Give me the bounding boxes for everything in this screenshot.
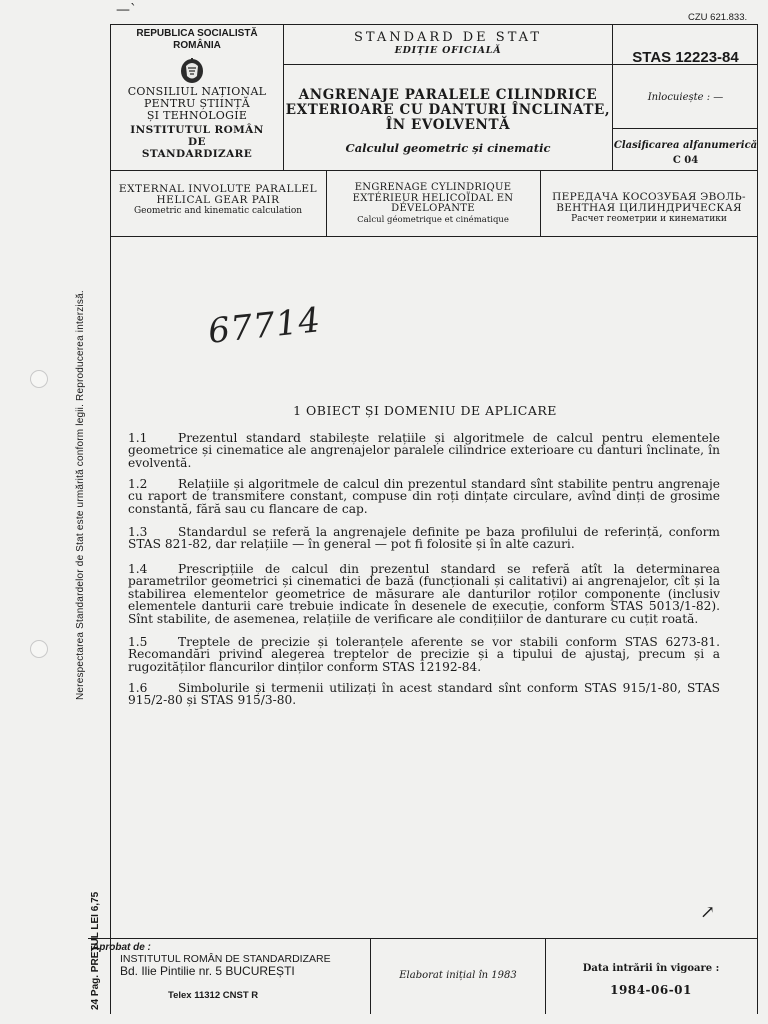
side-price: 24 Pag. PREȚUL LEI 6,75 xyxy=(90,891,101,1010)
council-block xyxy=(112,86,282,122)
title-english-sub: Geometric and kinematic calculation xyxy=(133,206,303,216)
title-russian xyxy=(542,192,756,225)
frame-translation-bottom xyxy=(110,236,758,237)
title-french-line: EXTÉRIEUR HELICOÏDAL EN xyxy=(352,192,514,204)
title-line: ANGRENAJE PARALELE CILINDRICE xyxy=(298,87,598,103)
title-english-line: EXTERNAL INVOLUTE PARALLEL xyxy=(118,183,318,195)
cdu-code: CZU 621.833. xyxy=(688,12,748,23)
title-french-line: DÉVELOPANTE xyxy=(391,203,475,214)
council-line: PENTRU ȘTIINȚĂ xyxy=(143,97,251,110)
title-russian-sub: Расчет геометрии и кинематики xyxy=(571,214,727,224)
translation-divider-1 xyxy=(326,171,327,236)
title-english-line: HELICAL GEAR PAIR xyxy=(156,194,280,206)
paragraph-number: 1.4 xyxy=(128,562,148,576)
approved-line: Bd. Ilie Pintilie nr. 5 BUCUREȘTI xyxy=(120,964,295,978)
institute-block xyxy=(112,124,282,160)
handwritten-number: 67714 xyxy=(206,300,323,352)
classification-code: C 04 xyxy=(672,155,699,166)
paragraph-1-5 xyxy=(128,636,720,673)
paragraph-1-3 xyxy=(128,526,720,551)
title-english xyxy=(112,184,324,217)
issuer-line: ROMÂNIA xyxy=(173,40,221,51)
paragraph-number: 1.1 xyxy=(128,431,148,445)
footer-divider-1 xyxy=(370,938,371,1014)
side-notice: Nerespectarea Standardelor de Stat este urmărită conform legii. Reproducerea interzisă. xyxy=(75,290,86,700)
paragraph-1-2 xyxy=(128,478,720,515)
title-french-line: ENGRENAGE CYLINDRIQUE xyxy=(354,182,512,193)
frame-left xyxy=(110,24,111,1014)
paragraph-text: Standardul se referă la angrenajele definite pe baza profilului de referință, conform STAS 821-82, dar relațiile — în general — pot fi folosite și în alte cazuri. xyxy=(128,525,720,552)
paragraph-text: Prezentul standard stabilește relațiile și algoritmele de calcul pentru elementele geometrice și cinematice ale angrenajelor paralele cilindrice exterioare cu danturi înclinate, în evolventă. xyxy=(128,431,720,470)
paragraph-number: 1.2 xyxy=(128,477,148,491)
approved-line: INSTITUTUL ROMÂN DE STANDARDIZARE xyxy=(120,953,331,965)
frame-top xyxy=(110,24,758,25)
approved-label: Aprobat de : xyxy=(92,942,151,953)
issuer-block xyxy=(112,28,282,52)
translation-divider-2 xyxy=(540,171,541,236)
institute-line: STANDARDIZARE xyxy=(141,148,253,160)
issuer-line: REPUBLICA SOCIALISTĂ xyxy=(136,28,258,39)
punch-hole xyxy=(30,640,48,658)
section-title: 1 OBIECT ȘI DOMENIU DE APLICARE xyxy=(293,403,557,418)
standard-label: STANDARD DE STAT xyxy=(353,30,543,45)
institute-line: INSTITUTUL ROMÂN xyxy=(130,124,264,136)
approved-by xyxy=(120,953,331,977)
title-russian-line: ПЕРЕДАЧА КОСОЗУБАЯ ЭВОЛЬ- xyxy=(552,191,746,203)
coat-of-arms-icon xyxy=(178,56,206,84)
classification-label: Clasificarea alfanumerică xyxy=(613,140,758,151)
pen-mark: ↗ xyxy=(700,902,716,923)
paragraph-1-4 xyxy=(128,563,720,625)
institute-line: DE xyxy=(188,136,206,148)
paragraph-number: 1.5 xyxy=(128,635,148,649)
frame-footer-top xyxy=(88,938,758,939)
footer-divider-2 xyxy=(545,938,546,1014)
paragraph-number: 1.3 xyxy=(128,525,148,539)
header-rule-class xyxy=(612,128,758,129)
paragraph-text: Prescripțiile de calcul din prezentul standard se referă atît la determinarea parametrilor geometrici și cinematici de bază (funcționali și calitativi) ai angrenajelor, cît și la stabilirea elementelor geometrice de măsurare ale danturilor roților componente (inclusiv elementele danturii care trebuie indicate în desenele de execuție, conform STAS 5013/1-82). Sînt stabilite, de asemenea, relațiile de verificare ale condițiilor de danturare cu cuțit roată. xyxy=(128,562,720,626)
title-french-sub: Calcul géometrique et cinématique xyxy=(357,214,509,225)
paragraph-number: 1.6 xyxy=(128,681,148,695)
standard-subtitle: Calculul geometric și cinematic xyxy=(345,141,551,155)
paragraph-text: Simbolurile și termenii utilizați în acest standard sînt conform STAS 915/1-80, STAS 915/2-80 și STAS 915/3-80. xyxy=(128,681,720,708)
paragraph-1-1 xyxy=(128,432,720,469)
title-line: ÎN EVOLVENTĂ xyxy=(385,117,511,133)
council-line: CONSILIUL NAȚIONAL xyxy=(127,85,267,98)
title-french xyxy=(328,183,538,225)
frame-header-bottom xyxy=(110,170,758,171)
corner-mark: —` xyxy=(116,2,137,18)
paragraph-text: Treptele de precizie și toleranțele aferente se vor stabili conform STAS 6273-81. Recomandări privind alegerea treptelor de precizie și a tipului de ajustaj, precum și a rugozităților flancurilor dinților conform STAS 12192-84. xyxy=(128,635,720,674)
edition-label: EDIȚIE OFICIALĂ xyxy=(394,45,502,56)
elaborated-note: Elaborat inițial în 1983 xyxy=(399,970,517,981)
standard-title xyxy=(284,88,612,133)
paragraph-text: Relațiile și algoritmele de calcul din prezentul standard sînt stabilite pentru angrenaje cu raport de transmitere constant, compuse din roți dințate circulare, avînd dinți de grosime constantă, fără sau cu flancare de cap. xyxy=(128,477,720,516)
telex: Telex 11312 CNST R xyxy=(168,990,259,1001)
paragraph-1-6 xyxy=(128,682,720,707)
stas-number: STAS 12223-84 xyxy=(632,49,739,66)
title-russian-line: ВЕНТНАЯ ЦИЛИНДРИЧЕСКАЯ xyxy=(556,202,742,214)
frame-right xyxy=(757,24,758,1014)
title-line: EXTERIOARE CU DANTURI ÎNCLINATE, xyxy=(285,102,611,118)
effective-date: 1984-06-01 xyxy=(610,983,692,997)
council-line: ȘI TEHNOLOGIE xyxy=(146,109,248,122)
effective-label: Data intrării în vigoare : xyxy=(582,963,720,974)
replaces-label: Inlocuiește : — xyxy=(647,92,724,103)
punch-hole xyxy=(30,370,48,388)
